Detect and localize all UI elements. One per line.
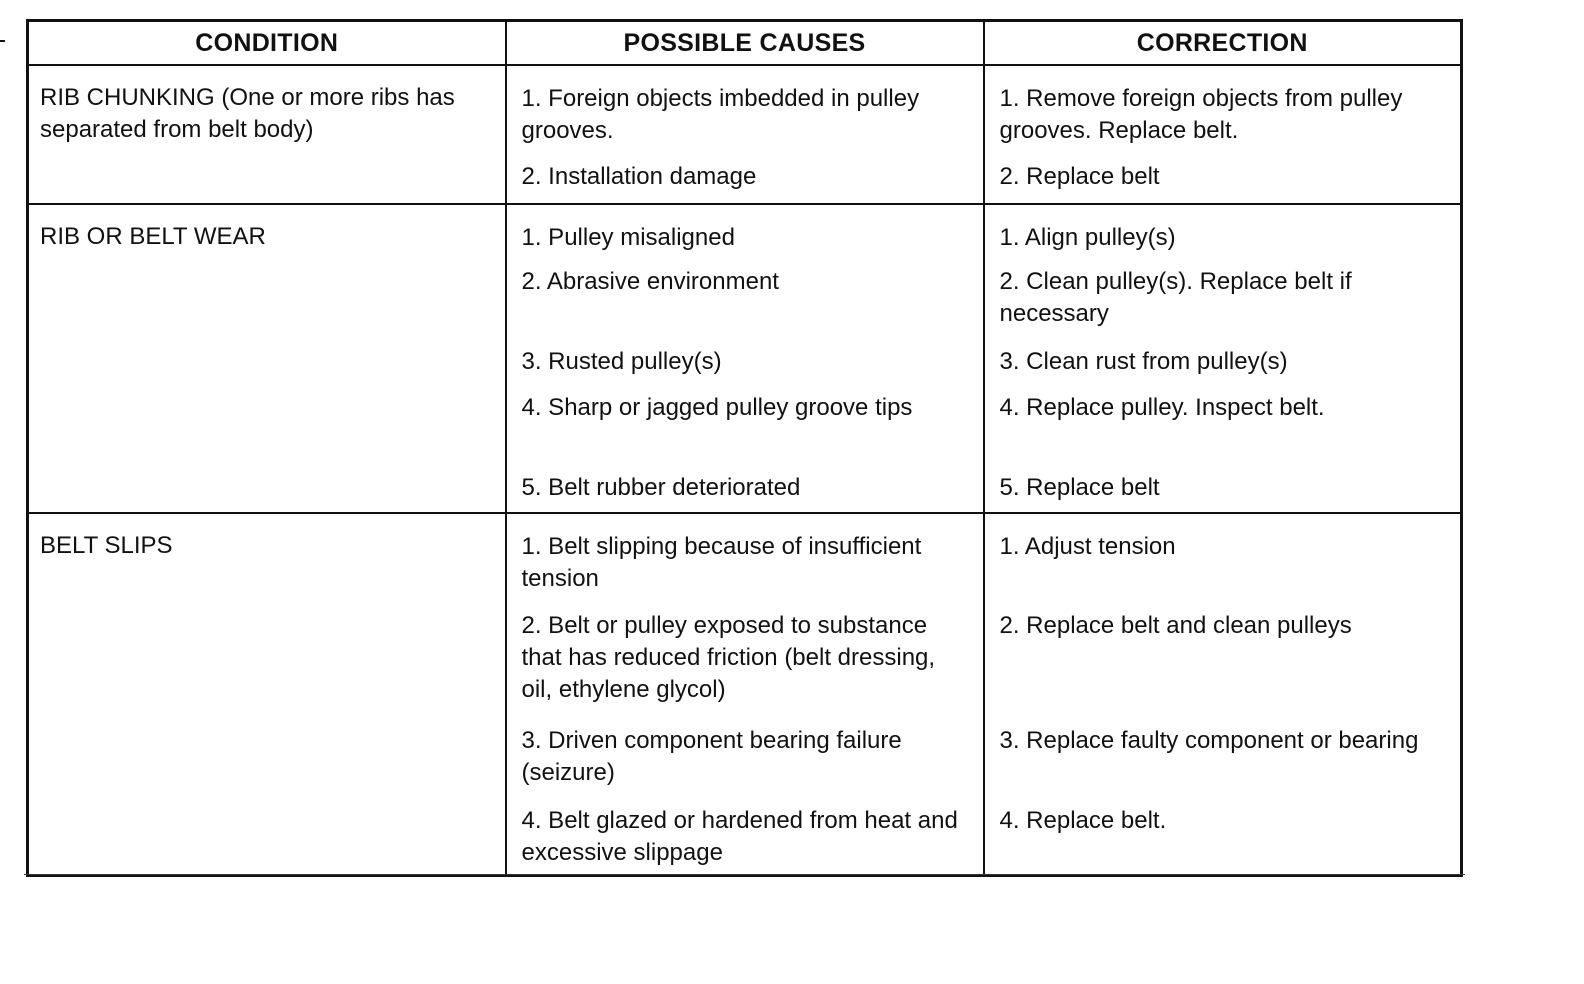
bottom-rule: [24, 874, 1465, 875]
cause-cell: 1. Belt slipping because of insufficient tension: [506, 513, 984, 610]
diagnosis-table: [26, 19, 1463, 877]
margin-mark: [0, 40, 5, 42]
cause-cell: 5. Belt rubber deteriorated: [506, 472, 984, 513]
cause-cell: 1. Pulley misaligned: [506, 204, 984, 265]
cause-cell: 1. Foreign objects imbedded in pulley grooves.: [506, 65, 984, 161]
cause-cell: 4. Belt glazed or hardened from heat and excessive slippage: [506, 805, 984, 876]
cause-cell: 2. Belt or pulley exposed to substance that has reduced friction (belt dressing, oil, ethylene glycol): [506, 610, 984, 725]
correction-cell: 1. Adjust tension: [984, 513, 1462, 610]
header-correction: CORRECTION: [984, 21, 1462, 66]
correction-cell: 1. Align pulley(s): [984, 204, 1462, 265]
table-row: [28, 65, 1462, 161]
correction-cell: 1. Remove foreign objects from pulley grooves. Replace belt.: [984, 65, 1462, 161]
header-row: [28, 21, 1462, 66]
correction-cell: 3. Clean rust from pulley(s): [984, 346, 1462, 391]
correction-cell: 2. Clean pulley(s). Replace belt if necessary: [984, 266, 1462, 347]
cause-cell: 2. Abrasive environment: [506, 266, 984, 347]
cause-cell: 3. Driven component bearing failure (seizure): [506, 725, 984, 805]
condition-cell: BELT SLIPS: [28, 513, 506, 876]
correction-cell: 2. Replace belt and clean pulleys: [984, 610, 1462, 725]
header-condition: CONDITION: [28, 21, 506, 66]
correction-cell: 4. Replace pulley. Inspect belt.: [984, 392, 1462, 472]
cause-cell: 2. Installation damage: [506, 161, 984, 204]
condition-cell: RIB OR BELT WEAR: [28, 204, 506, 512]
condition-cell: RIB CHUNKING (One or more ribs has separated from belt body): [28, 65, 506, 204]
header-possible-causes: POSSIBLE CAUSES: [506, 21, 984, 66]
table-row: [28, 204, 1462, 265]
table-row: [28, 513, 1462, 610]
correction-cell: 5. Replace belt: [984, 472, 1462, 513]
correction-cell: 2. Replace belt: [984, 161, 1462, 204]
correction-cell: 4. Replace belt.: [984, 805, 1462, 876]
cause-cell: 4. Sharp or jagged pulley groove tips: [506, 392, 984, 472]
cause-cell: 3. Rusted pulley(s): [506, 346, 984, 391]
correction-cell: 3. Replace faulty component or bearing: [984, 725, 1462, 805]
